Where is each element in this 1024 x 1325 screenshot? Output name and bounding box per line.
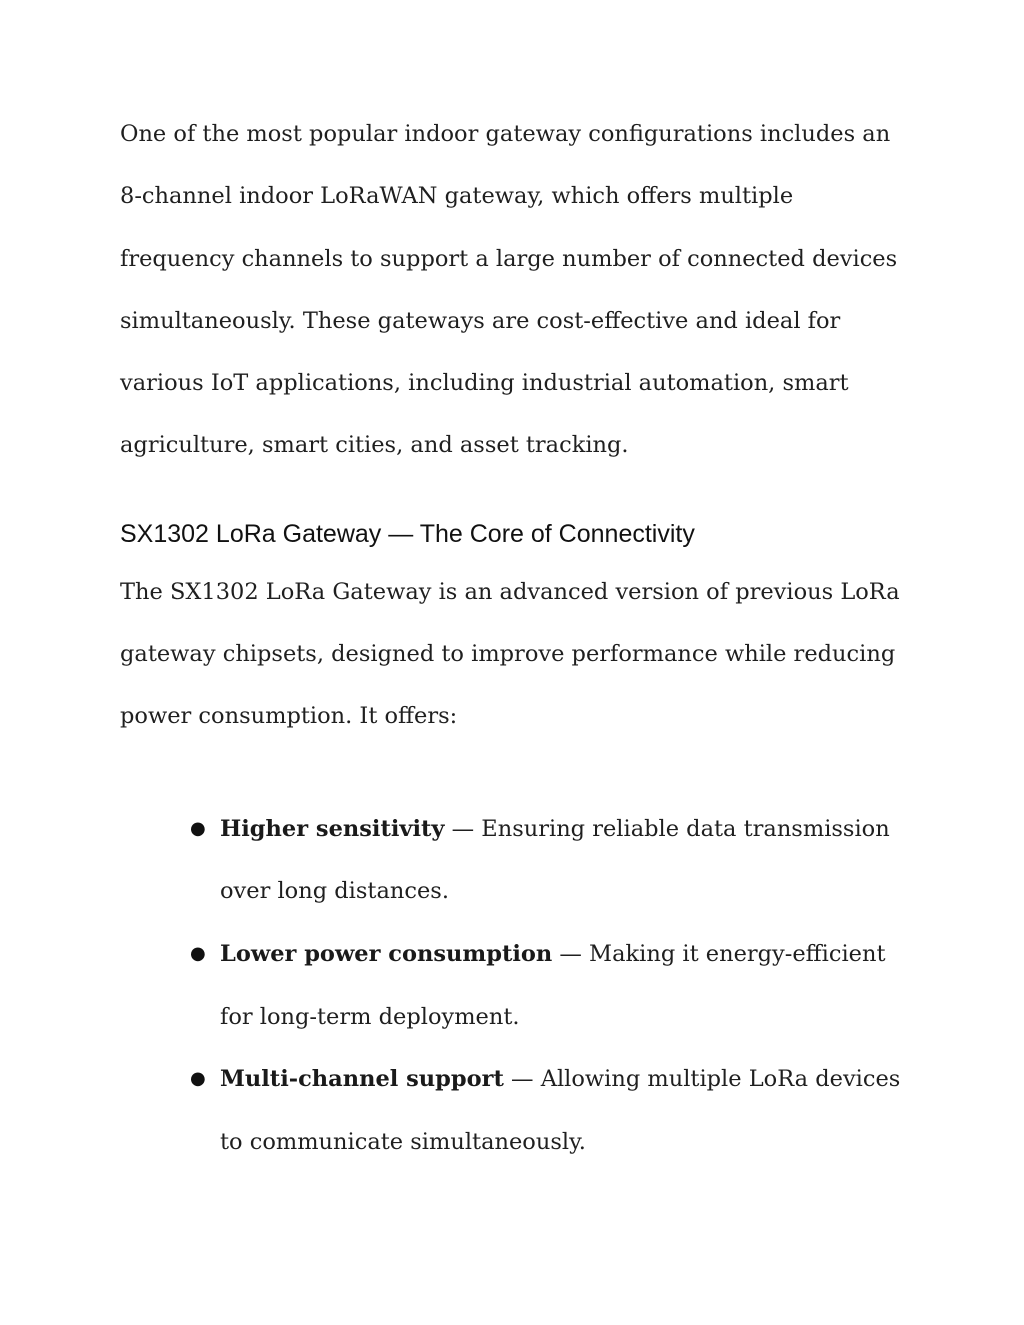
list-item	[190, 923, 910, 1048]
bullet-icon: ●	[190, 943, 206, 965]
bullet-icon: ●	[190, 817, 206, 839]
intro-paragraph: One of the most popular indoor gateway configurations includes an 8-channel indoor LoRaWAN gateway, which offers multiple frequency channels to support a large number of connected devices simultaneously. These gateways are cost-effective and ideal for various IoT applications, including industrial automation, smart agriculture, smart cities, and asset tracking.	[120, 121, 898, 459]
section-heading: SX1302 LoRa Gateway — The Core of Connectivity	[120, 519, 695, 548]
list-item-term: Higher sensitivity	[220, 815, 445, 842]
document-body	[120, 103, 910, 1174]
list-item-text: — Allowing multiple LoRa devices to communicate simultaneously.	[220, 1066, 901, 1156]
list-item-text: — Ensuring reliable data transmission over long distances.	[220, 815, 890, 905]
list-item-term: Lower power consumption	[220, 941, 553, 968]
list-item	[190, 798, 910, 923]
list-item	[190, 1048, 910, 1173]
feature-list	[120, 798, 910, 1174]
section-paragraph: The SX1302 LoRa Gateway is an advanced version of previous LoRa gateway chipsets, designed to improve performance while reducing power consumption. It offers:	[120, 578, 900, 730]
bullet-icon: ●	[190, 1068, 206, 1090]
list-item-term: Multi-channel support	[220, 1066, 504, 1093]
list-item-text: — Making it energy-efficient for long-term deployment.	[220, 941, 886, 1030]
